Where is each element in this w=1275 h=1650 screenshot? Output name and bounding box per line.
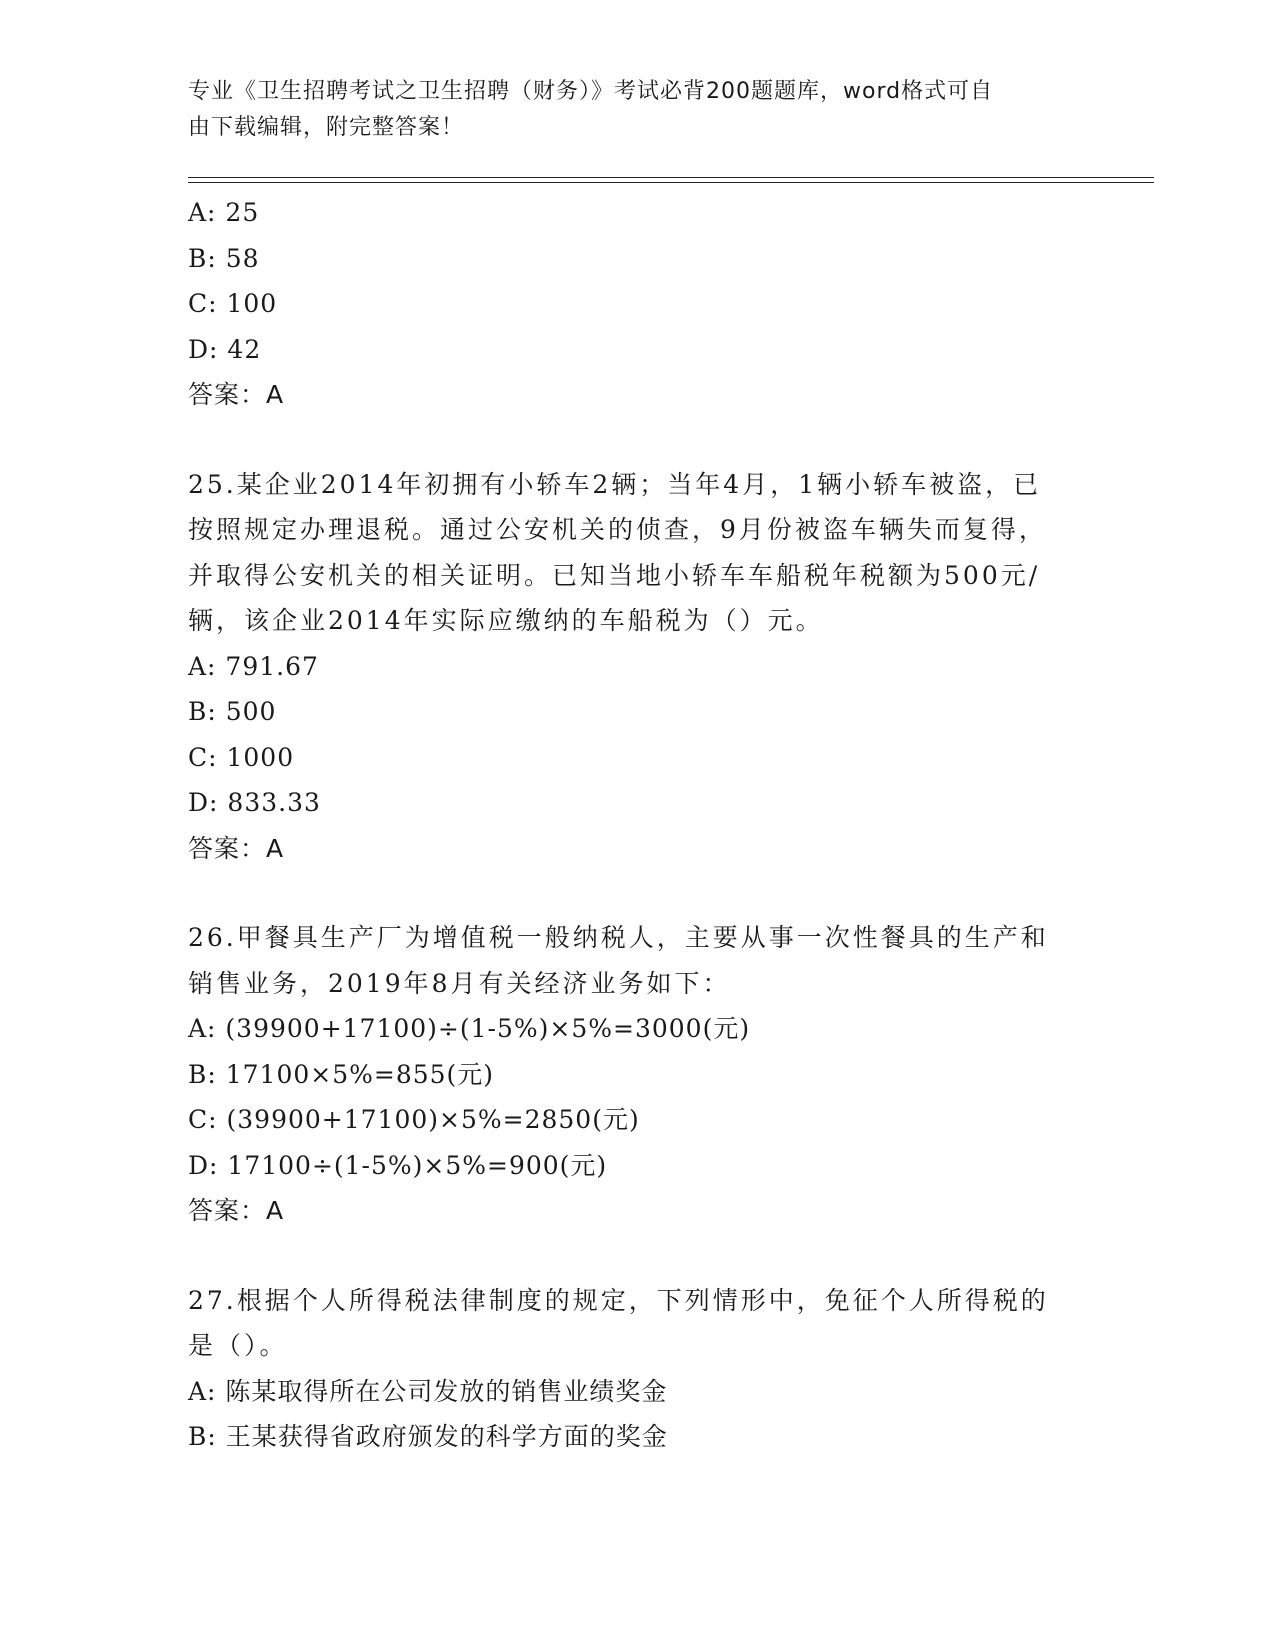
question-26 bbox=[188, 915, 1088, 1234]
stem-line: 25.某企业2014年初拥有小轿车2辆；当年4月，1辆小轿车被盗，已 bbox=[188, 469, 1042, 499]
question-list bbox=[188, 190, 1088, 1460]
question-stem bbox=[188, 915, 1088, 1006]
option-a: A: (39900+17100)÷(1-5%)×5%=3000(元) bbox=[188, 1014, 751, 1043]
stem-line: 销售业务，2019年8月有关经济业务如下： bbox=[188, 968, 731, 998]
option-b: B: 58 bbox=[188, 243, 260, 273]
question-prev bbox=[188, 190, 1088, 418]
option-a: A: 791.67 bbox=[188, 651, 319, 681]
option-list bbox=[188, 190, 1088, 372]
answer-line: 答案：A bbox=[188, 833, 285, 863]
option-d: D: 17100÷(1-5%)×5%=900(元) bbox=[188, 1150, 608, 1180]
option-c: C: 1000 bbox=[188, 742, 295, 772]
header-rule-bottom bbox=[188, 182, 1154, 183]
option-a: A: 陈某取得所在公司发放的销售业绩奖金 bbox=[188, 1376, 668, 1406]
stem-line: 并取得公安机关的相关证明。已知当地小轿车车船税年税额为500元/ bbox=[188, 560, 1041, 590]
stem-line: 27.根据个人所得税法律制度的规定，下列情形中，免征个人所得税的 bbox=[188, 1285, 1049, 1315]
question-spacer bbox=[188, 418, 1088, 462]
option-b: B: 王某获得省政府颁发的科学方面的奖金 bbox=[188, 1422, 668, 1451]
header-rule-top bbox=[188, 177, 1154, 178]
option-d: D: 833.33 bbox=[188, 788, 321, 817]
question-stem bbox=[188, 462, 1088, 644]
answer-line: 答案：A bbox=[188, 380, 285, 409]
option-c: C: 100 bbox=[188, 289, 278, 318]
header-line-2: 由下载编辑，附完整答案！ bbox=[188, 115, 465, 140]
stem-line: 辆，该企业2014年实际应缴纳的车船税为（）元。 bbox=[188, 606, 824, 635]
option-c: C: (39900+17100)×5%=2850(元) bbox=[188, 1105, 640, 1134]
option-b: B: 500 bbox=[188, 697, 277, 726]
option-b: B: 17100×5%=855(元) bbox=[188, 1059, 495, 1089]
stem-line: 按照规定办理退税。通过公安机关的侦查，9月份被盗车辆失而复得， bbox=[188, 515, 1047, 544]
option-d: D: 42 bbox=[188, 334, 262, 364]
option-a: A: 25 bbox=[188, 198, 260, 227]
question-27 bbox=[188, 1278, 1088, 1460]
answer-line: 答案：A bbox=[188, 1196, 285, 1225]
option-list bbox=[188, 1006, 1088, 1188]
header-line-1: 专业《卫生招聘考试之卫生招聘（财务）》考试必背200题题库，word格式可自 bbox=[188, 79, 994, 104]
option-list bbox=[188, 644, 1088, 826]
question-stem bbox=[188, 1278, 1088, 1369]
question-25 bbox=[188, 462, 1088, 872]
question-spacer bbox=[188, 871, 1088, 915]
stem-line: 是（）。 bbox=[188, 1331, 288, 1360]
document-header bbox=[188, 74, 1088, 146]
question-spacer bbox=[188, 1234, 1088, 1278]
option-list bbox=[188, 1369, 1088, 1460]
stem-line: 26.甲餐具生产厂为增值税一般纳税人，主要从事一次性餐具的生产和 bbox=[188, 923, 1049, 952]
